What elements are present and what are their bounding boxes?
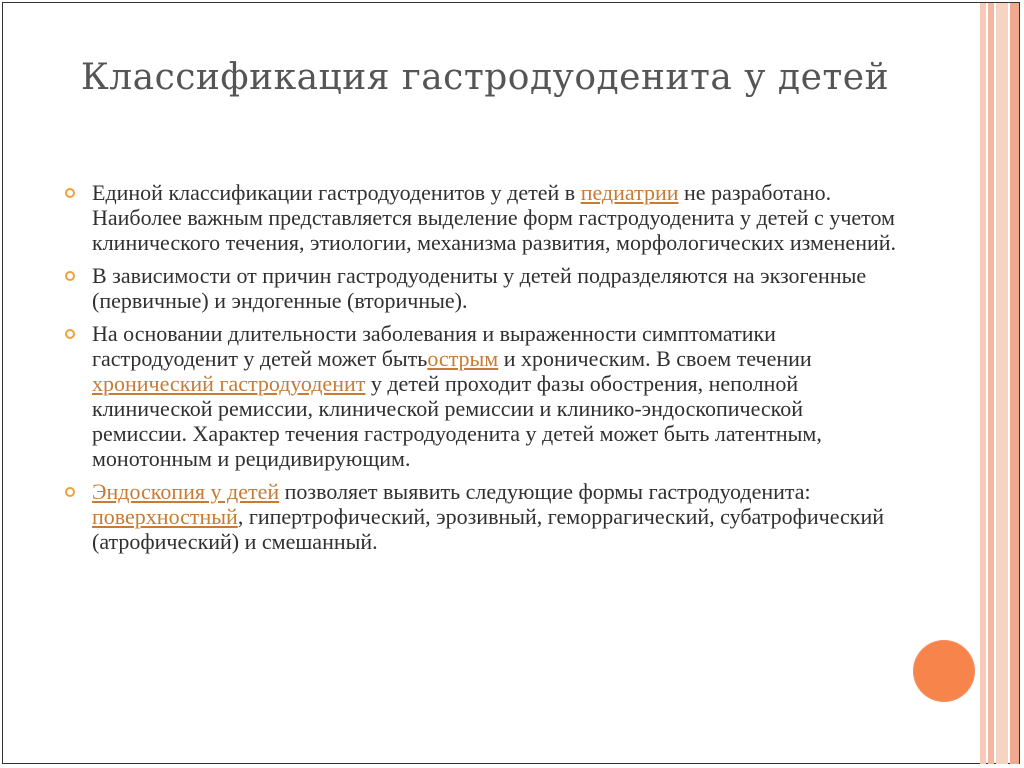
circle-bullet-icon (65, 271, 75, 281)
link-acute[interactable]: острым (427, 346, 499, 371)
circle-bullet-icon (65, 329, 75, 339)
bullet-3-text-a: На основании длительности заболевания и выраженности симптоматики гастродуоденит у детей может быть (92, 321, 776, 371)
link-pediatrics[interactable]: педиатрии (580, 180, 679, 205)
bullet-3-text-c: у детей проходит фазы обострения, неполной клинической ремиссии, клинической ремиссии и клинико-эндоскопической ремиссии. Характер течения гастродуоденита у детей может быть латентным, монотонным и рецидивирующим. (92, 371, 822, 471)
link-superficial[interactable]: поверхностный (92, 504, 238, 529)
bullet-item-4 (62, 479, 902, 554)
slide-title: Классификация гастродуоденита у детей (80, 57, 890, 98)
bullet-4-text-a: позволяет выявить следующие формы гастродуоденита: (279, 479, 811, 504)
decor-stripe-3 (996, 3, 1008, 764)
decor-stripe-1 (980, 3, 986, 764)
circle-bullet-icon (65, 188, 75, 198)
circle-bullet-icon (65, 487, 75, 497)
decor-stripe-4 (1010, 3, 1019, 764)
bullet-item-1 (62, 180, 902, 255)
bullet-4-text-b: , гипертрофический, эрозивный, геморрагический, субатрофический (атрофический) и смешанный. (92, 504, 885, 554)
bullet-2-text: В зависимости от причин гастродуодениты у детей подразделяются на экзогенные (первичные) и эндогенные (вторичные). (92, 263, 867, 313)
decor-stripe-2 (988, 3, 994, 764)
link-endoscopy-children[interactable]: Эндоскопия у детей (92, 479, 280, 504)
bullet-1-text-b: не разработано. Наиболее важным представляется выделение форм гастродуоденита у детей с учетом клинического течения, этиологии, механизма развития, морфологических изменений. (92, 180, 897, 255)
bullet-3-text-b: и хроническим. В своем течении (498, 346, 812, 371)
bullet-1-text-a: Единой классификации гастродуоденитов у детей в (92, 180, 581, 205)
link-chronic-gastroduodenitis[interactable]: хронический гастродуоденит (92, 371, 366, 396)
orange-circle-icon (913, 640, 975, 702)
bullet-list (62, 180, 902, 562)
bullet-item-3 (62, 321, 902, 471)
bullet-item-2 (62, 263, 902, 313)
